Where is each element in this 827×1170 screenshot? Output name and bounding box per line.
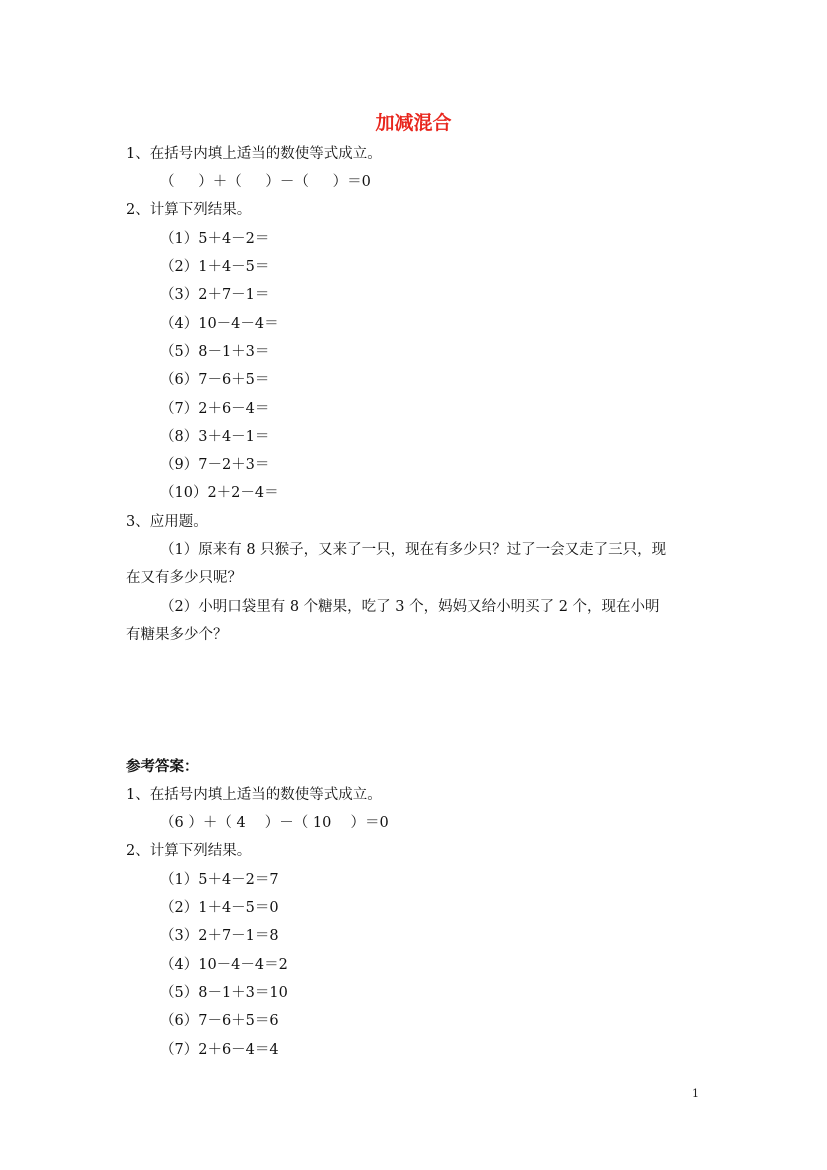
answer-item: （1）5＋4－2＝7 [160, 872, 279, 888]
calc-item: （4）10－4－4＝ [160, 316, 279, 332]
calc-item: （6）7－6＋5＝ [160, 372, 270, 388]
calc-item: （3）2＋7－1＝ [160, 287, 270, 303]
answer-item: （6）7－6＋5＝6 [160, 1013, 279, 1029]
answer-item: （7）2＋6－4＝4 [160, 1042, 279, 1058]
calc-item: （8）3＋4－1＝ [160, 429, 270, 445]
calc-item: （5）8－1＋3＝ [160, 344, 270, 360]
calc-item: （2）1＋4－5＝ [160, 259, 270, 275]
question-2-heading: 2、计算下列结果。 [126, 202, 252, 218]
answers-heading: 参考答案： [126, 758, 199, 775]
answer-item: （4）10－4－4＝2 [160, 957, 288, 973]
question-1-equation: （ ）＋（ ）－（ ）＝0 [160, 174, 371, 190]
calc-item: （7）2＋6－4＝ [160, 401, 270, 417]
answer-2-heading: 2、计算下列结果。 [126, 843, 252, 859]
answer-item: （2）1＋4－5＝0 [160, 900, 279, 916]
question-1-heading: 1、在括号内填上适当的数使等式成立。 [126, 146, 382, 162]
calc-item: （10）2＋2－4＝ [160, 485, 279, 501]
page-title: 加减混合 [375, 112, 452, 134]
answer-1-equation: （6 ）＋（ 4 ）－（ 10 ）＝0 [160, 815, 389, 831]
page-number: 1 [692, 1087, 699, 1100]
word-problem-2: （2）小明口袋里有 8 个糖果，吃了 3 个，妈妈又给小明买了 2 个，现在小明有糖果多少个？ [126, 599, 660, 643]
question-3-heading: 3、应用题。 [126, 514, 208, 530]
answer-item: （5）8－1＋3＝10 [160, 985, 288, 1001]
answer-1-heading: 1、在括号内填上适当的数使等式成立。 [126, 787, 382, 803]
calc-item: （9）7－2＋3＝ [160, 457, 270, 473]
word-problem-1: （1）原来有 8 只猴子，又来了一只，现在有多少只？过了一会又走了三只，现在又有多少只呢？ [126, 542, 667, 586]
answer-item: （3）2＋7－1＝8 [160, 928, 279, 944]
calc-item: （1）5＋4－2＝ [160, 231, 270, 247]
